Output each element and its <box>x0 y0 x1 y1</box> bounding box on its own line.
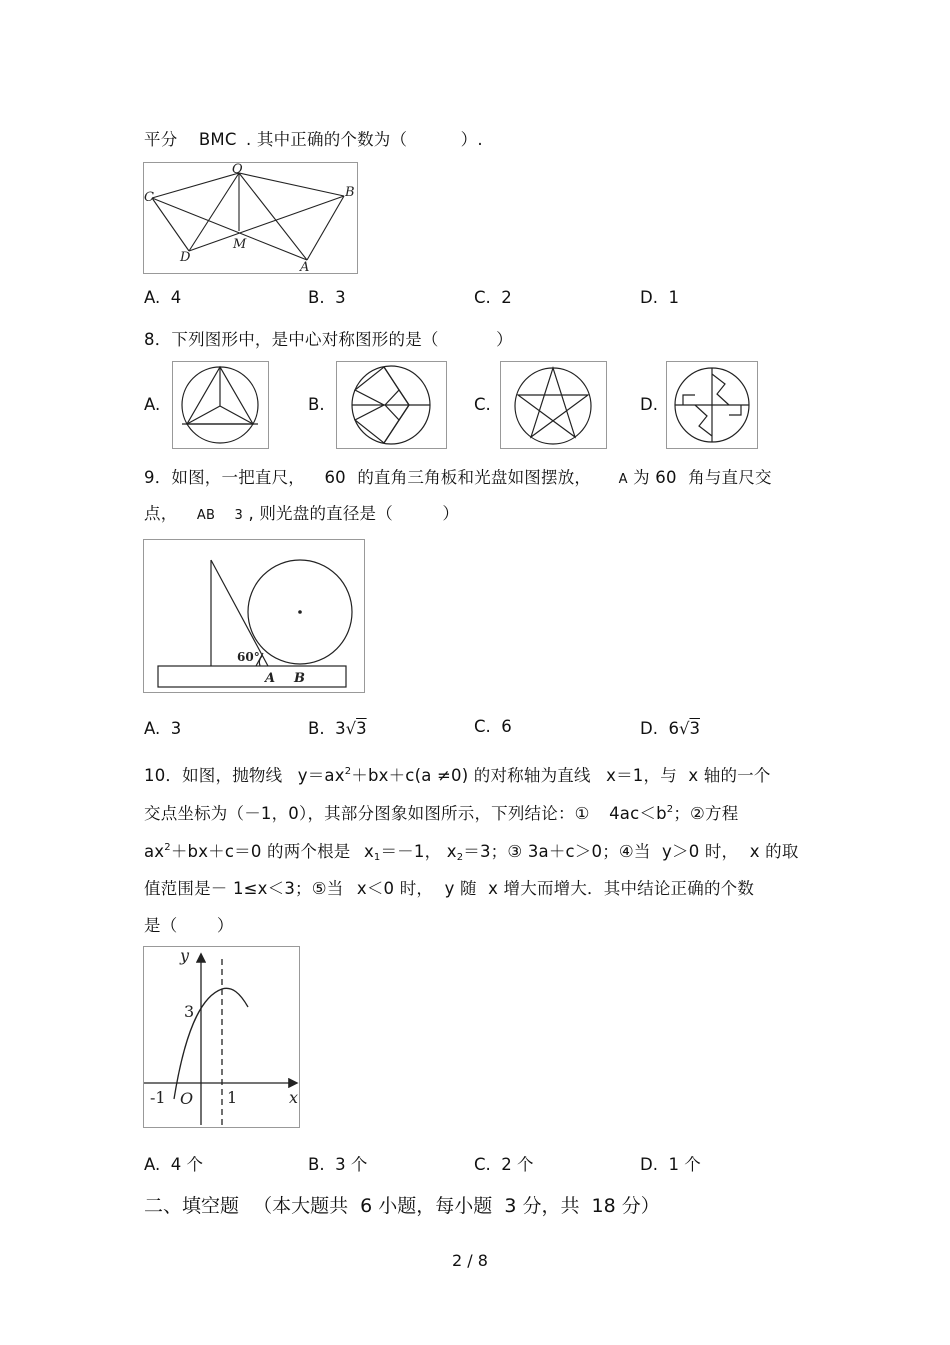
q7-text-b: BMC <box>198 130 237 149</box>
q10-line3-sub2: 2 <box>456 852 464 863</box>
q10-option-c-text: 2 个 <box>501 1155 534 1174</box>
section2-detail-c: 3 分，共 <box>504 1195 580 1217</box>
q10-line5 <box>144 912 234 936</box>
section2-title: 二、填空题 <box>144 1195 240 1217</box>
q10-line1 <box>144 762 771 786</box>
q9-option-c-text: 6 <box>501 717 512 736</box>
q7-option-c-text: 2 <box>501 288 512 307</box>
q9-option-b-radicand: 3 <box>356 719 367 738</box>
q9-option-c[interactable] <box>474 717 512 736</box>
q9-option-d-radicand: 3 <box>689 719 700 738</box>
q7-stem-tail <box>144 126 483 150</box>
q10-option-b[interactable] <box>308 1151 367 1175</box>
q7-option-d[interactable] <box>640 288 679 307</box>
q7-option-b-text: 3 <box>335 288 346 307</box>
q9-line2-c: 3 <box>234 508 244 523</box>
q9-option-b-radical-sign: √ <box>345 719 357 738</box>
q7-label-d: D <box>180 250 191 265</box>
q10-line3-b: ＋bx＋c＝0 的两个根是 <box>170 842 351 861</box>
q9-label-angle: 60° <box>237 650 260 664</box>
q10-line3-h: x <box>749 842 760 861</box>
q10-line1-f: 轴的一个 <box>703 766 771 785</box>
q10-option-a-letter: A. <box>144 1155 161 1174</box>
q8-option-b-letter[interactable]: B. <box>308 395 325 414</box>
q10-line2-a: 交点坐标为（－1，0），其部分图象如图所示，下列结论：① <box>144 804 590 823</box>
q10-line2-b: 4ac＜b <box>609 804 667 823</box>
q10-line1-e: x <box>688 766 699 785</box>
q7-option-c[interactable] <box>474 288 512 307</box>
q10-line1-b: y＝ax <box>297 766 345 785</box>
q9-option-b-coef: 3 <box>335 719 346 738</box>
q7-label-a: A <box>300 260 310 273</box>
section2-detail-b: 6 小题，每小题 <box>360 1195 493 1217</box>
q8-option-a-letter[interactable]: A. <box>144 395 161 414</box>
q10-line1-sup: 2 <box>344 766 352 777</box>
q10-line4-b: x＜0 时， <box>356 879 434 898</box>
q10-line4 <box>144 875 754 899</box>
q10-label-o: O <box>180 1089 194 1108</box>
q10-line2-sup: 2 <box>666 804 674 815</box>
q10-label-1: 1 <box>227 1088 238 1107</box>
q8-option-c-figure[interactable] <box>500 361 607 449</box>
q8-stem-close: ） <box>496 330 513 349</box>
q8-stem-text: 8．下列图形中，是中心对称图形的是（ <box>144 330 439 349</box>
q9-option-c-letter: C. <box>474 717 491 736</box>
q10-line2-c: ；②方程 <box>673 804 739 823</box>
q7-option-b-letter: B. <box>308 288 325 307</box>
q10-line1-c: ＋bx＋c(a ≠0) 的对称轴为直线 <box>351 766 591 785</box>
q8-stem <box>144 326 513 350</box>
q7-option-a-text: 4 <box>170 288 182 307</box>
q9-option-b-letter: B. <box>308 719 325 738</box>
q10-line1-d: x＝1，与 <box>606 766 677 785</box>
q10-option-d[interactable] <box>640 1151 701 1175</box>
page-number: 2 / 8 <box>452 1251 488 1270</box>
q7-option-d-text: 1 <box>668 288 679 307</box>
q10-line5-a: 是（ <box>144 916 178 935</box>
q8-option-d-letter[interactable]: D. <box>640 395 658 414</box>
q8-option-d-figure[interactable] <box>666 361 758 449</box>
q10-option-b-text: 3 个 <box>335 1155 368 1174</box>
q10-option-a[interactable] <box>144 1151 203 1175</box>
q10-option-a-text: 4 个 <box>170 1155 203 1174</box>
q7-label-b: B <box>345 185 355 200</box>
q7-label-c: C <box>144 190 154 205</box>
q10-line3-f: ＝3；③ 3a＋c＞0；④当 <box>463 842 651 861</box>
q9-line2 <box>144 500 459 524</box>
q10-line3-sup: 2 <box>164 842 171 853</box>
q7-option-d-letter: D. <box>640 288 658 307</box>
q10-option-b-letter: B. <box>308 1155 325 1174</box>
q7-option-c-letter: C. <box>474 288 491 307</box>
q9-label-a: A <box>265 671 276 686</box>
q10-line3-d: ＝－1， <box>380 842 442 861</box>
q10-line3-g: y＞0 时， <box>662 842 739 861</box>
q10-label-y: y <box>180 947 190 965</box>
q7-label-m: M <box>233 237 247 252</box>
q7-text-a: 平分 <box>144 130 178 149</box>
q10-figure <box>143 946 300 1128</box>
q9-line1-f: 60 <box>655 468 677 487</box>
q9-option-a-text: 3 <box>170 719 182 738</box>
q9-line1-b: 60 <box>324 468 346 487</box>
q10-line3 <box>144 838 799 862</box>
q9-line1-c: 的直角三角板和光盘如图摆放， <box>357 468 592 487</box>
section2-detail-d: 18 分） <box>591 1195 660 1217</box>
q10-label-x: x <box>289 1088 299 1107</box>
q9-line1-a: 9．如图，一把直尺， <box>144 468 305 487</box>
q9-option-d-coef: 6 <box>668 719 679 738</box>
q10-line3-e: x <box>446 842 457 861</box>
q8-option-c-letter[interactable]: C. <box>474 395 491 414</box>
q10-line4-c: y 随 <box>444 879 477 898</box>
q10-label-minus1: -1 <box>150 1088 166 1107</box>
q9-option-a-letter: A. <box>144 719 161 738</box>
q7-figure <box>143 162 358 274</box>
q9-option-b[interactable] <box>308 719 367 738</box>
q10-line3-c: x <box>363 842 374 861</box>
q7-text-c: . 其中正确的个数为（ <box>246 130 408 149</box>
q9-line1-e: 为 <box>633 468 650 487</box>
q9-line2-b: AB <box>196 508 216 523</box>
q9-line1 <box>144 464 772 488</box>
q10-option-d-text: 1 个 <box>668 1155 701 1174</box>
q7-option-a[interactable] <box>144 288 181 307</box>
q10-option-c[interactable] <box>474 1151 534 1175</box>
q8-option-a-figure[interactable] <box>172 361 269 449</box>
q7-label-o: O <box>232 163 243 177</box>
q9-line2-e: ） <box>442 504 460 523</box>
q8-option-b-figure[interactable] <box>336 361 447 449</box>
q10-option-c-letter: C. <box>474 1155 491 1174</box>
q9-figure <box>143 539 365 693</box>
q10-line3-sub1: 1 <box>373 852 381 863</box>
q9-line2-a: 点， <box>144 504 178 523</box>
q10-line3-i: 的取 <box>765 842 799 861</box>
q10-line5-close: ） <box>216 916 234 935</box>
q9-option-d[interactable] <box>640 719 700 738</box>
q9-line1-g: 角与直尺交 <box>688 468 772 487</box>
q9-line1-d: A <box>618 472 628 487</box>
q10-line1-a: 10．如图，抛物线 <box>144 766 283 785</box>
q10-line2 <box>144 800 738 824</box>
q7-option-b[interactable] <box>308 288 346 307</box>
q7-text-d: ）. <box>460 130 483 149</box>
q9-line2-d: , 则光盘的直径是（ <box>248 504 393 523</box>
q10-label-3: 3 <box>184 1002 195 1021</box>
section2-heading <box>144 1191 660 1218</box>
q10-line3-a: ax <box>144 842 165 861</box>
q9-option-d-radical-sign: √ <box>678 719 690 738</box>
q10-line4-d: x 增大而增大．其中结论正确的个数 <box>488 879 755 898</box>
q10-line4-a: 值范围是－ 1≤x＜3；⑤当 <box>144 879 344 898</box>
q9-option-d-letter: D. <box>640 719 658 738</box>
q7-option-a-letter: A. <box>144 288 161 307</box>
q10-option-d-letter: D. <box>640 1155 658 1174</box>
q9-option-a[interactable] <box>144 719 181 738</box>
section2-detail-a: （本大题共 <box>253 1195 349 1217</box>
q9-label-b: B <box>294 671 305 686</box>
